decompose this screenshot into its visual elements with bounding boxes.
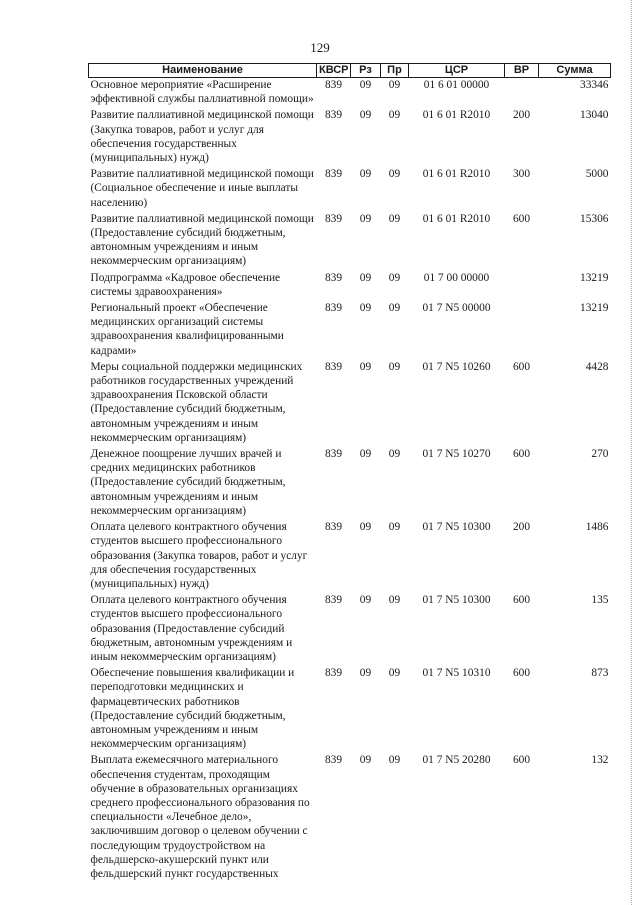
cell-kvsr: 839 [324,594,343,607]
table-row [89,78,611,109]
cell-csr: 01 7 N5 10260 [422,360,491,373]
cell-csr: 01 6 01 00000 [423,79,490,91]
table-row [89,447,611,520]
cell-name: Оплата целевого контрактного обучения студентов высшего профессионального образования (Закупка товаров, работ и услуг для обеспечения государственных (муниципальных) нужд) [90,521,308,590]
cell-csr: 01 7 N5 10300 [422,521,491,534]
cell-kvsr: 839 [324,212,343,225]
cell-sum: 4428 [585,360,609,373]
table-row [89,666,611,753]
cell-name: Оплата целевого контрактного обучения студентов высшего профессионального образования (Предоставление субсидий бюджетным, автономным учреждениям и иным некоммерческим организациям) [90,594,293,663]
cell-vr: 600 [512,448,531,461]
cell-pr: 09 [388,212,401,225]
cell-vr [505,271,539,301]
cell-vr [505,301,539,360]
cell-rz: 09 [359,109,372,122]
cell-kvsr: 839 [324,79,343,91]
cell-pr: 09 [388,448,401,461]
cell-sum: 13219 [580,302,609,315]
cell-sum: 13219 [580,271,609,284]
cell-csr: 01 6 01 R2010 [422,109,491,122]
cell-vr: 600 [512,360,531,373]
cell-vr [505,78,539,109]
cell-name: Развитие паллиативной медицинской помощи (Предоставление субсидий бюджетным, автономным учреждениям и иным некоммерческим организациям) [90,212,314,268]
table-row [89,593,611,666]
cell-sum: 270 [591,448,609,461]
cell-rz: 09 [359,212,372,225]
cell-rz: 09 [359,271,372,284]
cell-vr: 600 [512,594,531,607]
cell-kvsr: 839 [324,109,343,122]
cell-kvsr: 839 [324,754,343,767]
cell-rz: 09 [359,594,372,607]
cell-pr: 09 [388,168,401,181]
cell-rz: 09 [359,302,372,315]
cell-kvsr: 839 [324,521,343,534]
header-sum: Сумма [539,64,611,78]
cell-csr: 01 6 01 R2010 [422,212,491,225]
cell-sum: 15306 [580,212,609,225]
cell-pr: 09 [388,302,401,315]
cell-sum: 135 [591,594,609,607]
table-row [89,520,611,593]
cell-pr: 09 [388,79,401,91]
header-rz: Рз [351,64,381,78]
cell-pr: 09 [388,360,401,373]
cell-pr: 09 [388,667,401,680]
cell-name: Региональный проект «Обеспечение медицинских организаций системы здравоохранения квалифицированными кадрами» [90,302,284,357]
header-vr: ВР [505,64,539,78]
cell-pr: 09 [388,521,401,534]
cell-pr: 09 [388,109,401,122]
cell-csr: 01 6 01 R2010 [422,168,491,181]
cell-name: Развитие паллиативной медицинской помощи (Закупка товаров, работ и услуг для обеспечения государственных (муниципальных) нужд) [90,109,314,165]
cell-rz: 09 [359,168,372,181]
cell-vr: 300 [512,168,531,181]
cell-vr: 200 [512,109,531,122]
table-row [89,271,611,301]
header-csr: ЦСР [409,64,505,78]
header-kvsr: КВСР [317,64,351,78]
cell-csr: 01 7 N5 10270 [422,448,491,461]
page-number: 129 [310,40,330,55]
cell-name: Денежное поощрение лучших врачей и средних медицинских работников (Предоставление субсидий бюджетным, автономным учреждениям и иным некоммерческим организациям) [90,448,286,517]
cell-vr: 600 [512,212,531,225]
cell-rz: 09 [359,79,372,91]
table-row [89,753,611,883]
cell-name: Выплата ежемесячного материального обеспечения студентам, проходящим обучение в образовательных организациях среднего профессионального образования по специальности «Лечебное дело», заключившим договор о целевом обучении с последующим трудоустройством на фельдшерско-акушерский пункт или фельдшерский пункт государственных [90,754,310,880]
cell-name: Обеспечение повышения квалификации и переподготовки медицинских и фармацевтических работников (Предоставление субсидий бюджетным, автономным учреждениям и иным некоммерческим организациям) [90,667,295,751]
cell-csr: 01 7 N5 20280 [422,754,491,767]
cell-csr: 01 7 N5 00000 [422,302,491,315]
cell-vr: 600 [512,754,531,767]
cell-sum: 13040 [580,109,609,122]
header-name: Наименование [89,64,317,78]
cell-pr: 09 [388,754,401,767]
table-row [89,301,611,360]
cell-pr: 09 [388,594,401,607]
cell-kvsr: 839 [324,667,343,680]
cell-pr: 09 [388,271,401,284]
scan-edge [630,0,632,905]
cell-kvsr: 839 [324,271,343,284]
cell-kvsr: 839 [324,168,343,181]
cell-kvsr: 839 [324,360,343,373]
table-body [89,78,611,884]
cell-sum: 132 [591,754,609,767]
cell-kvsr: 839 [324,448,343,461]
cell-csr: 01 7 N5 10300 [422,594,491,607]
cell-name: Основное мероприятие «Расширение эффективной службы паллиативной помощи» [90,79,314,106]
cell-csr: 01 7 00 00000 [423,271,490,284]
table-header [89,64,611,78]
budget-table [88,63,611,883]
cell-name: Меры социальной поддержки медицинских работников государственных учреждений здравоохранения Псковской области (Предоставление субсидий бюджетным, автономным учреждениям и иным некоммерческим организациям) [90,360,303,444]
cell-name: Подпрограмма «Кадровое обеспечение системы здравоохранения» [90,271,281,298]
cell-rz: 09 [359,448,372,461]
table-row [89,108,611,167]
cell-rz: 09 [359,667,372,680]
cell-sum: 33346 [539,78,611,109]
table-row [89,167,611,212]
cell-rz: 09 [359,521,372,534]
table-row [89,360,611,447]
cell-name: Развитие паллиативной медицинской помощи (Социальное обеспечение и иные выплаты населению) [90,168,314,209]
cell-kvsr: 839 [324,302,343,315]
cell-vr: 600 [512,667,531,680]
cell-sum: 5000 [585,168,609,181]
table-row [89,212,611,271]
cell-rz: 09 [359,754,372,767]
cell-vr: 200 [512,521,531,534]
cell-rz: 09 [359,360,372,373]
cell-sum: 1486 [585,521,609,534]
header-row [89,64,611,78]
cell-sum: 873 [591,667,609,680]
header-pr: Пр [381,64,409,78]
cell-csr: 01 7 N5 10310 [422,667,491,680]
